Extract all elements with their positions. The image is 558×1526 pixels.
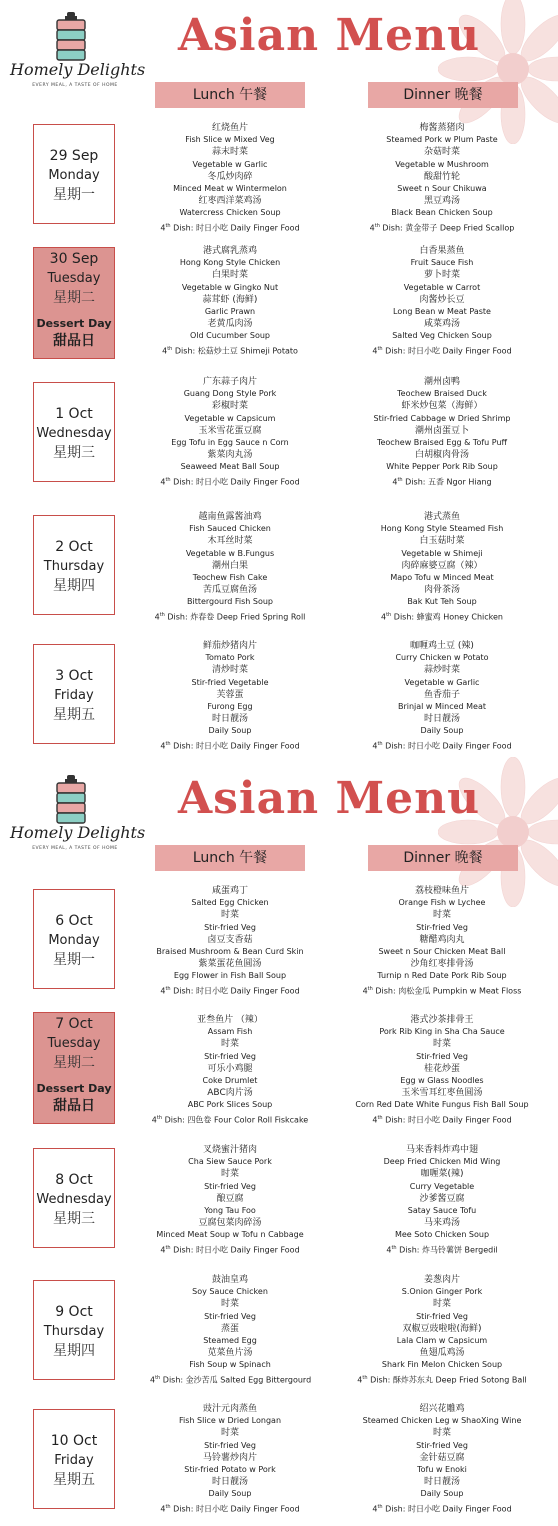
- day-date: 10 Oct: [50, 1433, 98, 1449]
- dish-cn: 时菜: [220, 1428, 239, 1439]
- dish-en: Long Bean w Meat Paste: [393, 307, 491, 317]
- dish-cn: 苋菜鱼片汤: [207, 1348, 253, 1359]
- fourth-dish: 4th Dish: 时日小吃 Daily Finger Food: [160, 1503, 300, 1514]
- fourth-dish: 4th Dish: 时日小吃 Daily Finger Food: [160, 476, 300, 487]
- dish-en: Bak Kut Teh Soup: [407, 597, 477, 607]
- fourth-dish: 4th Dish: 时日小吃 Daily Finger Food: [160, 1244, 300, 1255]
- dish-en: Stir-fried Vegetable: [191, 677, 269, 687]
- fourth-dish: 4th Dish: 炸春卷 Deep Fried Spring Roll: [154, 611, 306, 622]
- dish-cn: 时日靓汤: [211, 714, 248, 725]
- dish-cn: 蒸蛋: [220, 1323, 239, 1334]
- day-name-cn: 星期四: [53, 578, 95, 594]
- dish-en: Brinjal w Minced Meat: [397, 702, 487, 712]
- dish-cn: ABC肉片汤: [207, 1088, 253, 1099]
- day-date: 1 Oct: [55, 406, 93, 422]
- dish-cn: 亚叁鱼片 （辣）: [197, 1015, 263, 1025]
- dish-en: Corn Red Date White Fungus Fish Ball Soup: [355, 1100, 529, 1110]
- dish-cn: 红枣西洋菜鸡汤: [198, 196, 262, 207]
- dish-cn: 时菜: [220, 1299, 239, 1310]
- fourth-dish: 4th Dish: 时日小吃 Daily Finger Food: [372, 1114, 512, 1125]
- dish-cn: 港式沙茶排骨王: [410, 1015, 474, 1025]
- dish-cn: 酸甜竹轮: [423, 171, 460, 182]
- dish-en: Stir-fried Veg: [204, 1051, 256, 1061]
- dish-en: Vegetable w B.Fungus: [185, 548, 275, 558]
- dish-cn: 豉汁元肉蒸鱼: [202, 1404, 257, 1414]
- dish-cn: 老黄瓜肉汤: [207, 319, 253, 330]
- dish-cn: 蒜末时菜: [211, 147, 248, 158]
- dish-en: Furong Egg: [207, 702, 253, 712]
- dish-en: ABC Pork Slices Soup: [187, 1100, 273, 1110]
- dish-cn: 芙蓉蛋: [216, 689, 244, 700]
- dish-en: Mee Soto Chicken Soup: [394, 1230, 490, 1240]
- dish-en: Tomato Pork: [205, 653, 255, 663]
- dish-en: Soy Sauce Chicken: [192, 1287, 268, 1297]
- dish-en: Steamed Pork w Plum Paste: [386, 135, 498, 145]
- dish-cn: 越南鱼露酱油鸡: [198, 512, 262, 522]
- day-label-box: [33, 124, 115, 224]
- dish-cn: 双椒豆豉啦啦(海鲜): [402, 1323, 482, 1334]
- dish-cn: 白果时菜: [211, 270, 248, 281]
- dish-cn: 梅酱蒸猪肉: [419, 123, 465, 133]
- dish-cn: 肉骨茶汤: [423, 585, 460, 596]
- dish-cn: 白玉菇时菜: [419, 536, 465, 547]
- dish-cn: 港式蒸鱼: [423, 512, 460, 522]
- dish-en: Bittergourd Fish Soup: [186, 597, 273, 607]
- dish-en: Fish Soup w Spinach: [189, 1360, 271, 1370]
- brand-tagline: EVERY MEAL, A TASTE OF HOME: [32, 83, 118, 88]
- dinner-dishes: [352, 245, 532, 357]
- dish-cn: 清炒时菜: [211, 665, 248, 676]
- dish-cn: 玉米雪耳红枣鱼圆汤: [401, 1088, 483, 1099]
- dish-en: Daily Soup: [420, 1489, 464, 1499]
- dish-cn: 鱼翅瓜鸡汤: [419, 1348, 465, 1359]
- dish-cn: 马来香料炸鸡中翅: [405, 1145, 478, 1155]
- dish-en: Guang Dong Style Pork: [183, 389, 277, 399]
- dessert-day-label: Dessert Day: [36, 1082, 112, 1095]
- lunch-dishes: [150, 245, 310, 357]
- dish-cn: 苦瓜豆腐鱼汤: [202, 585, 257, 596]
- dish-cn: 咸菜鸡汤: [423, 319, 460, 330]
- dish-cn: 潮州卤蛋豆卜: [414, 425, 469, 436]
- dinner-dishes: [352, 640, 532, 752]
- lunch-dishes: [150, 640, 310, 752]
- fourth-dish: 4th Dish: 金沙苦瓜 Salted Egg Bittergourd: [150, 1374, 312, 1385]
- day-label-box: [33, 1280, 115, 1380]
- day-name: Thursday: [43, 559, 105, 574]
- day-name: Monday: [48, 933, 100, 948]
- dish-en: Salted Veg Chicken Soup: [392, 331, 492, 341]
- brand-logo: [10, 771, 146, 861]
- day-name: Wednesday: [36, 1192, 112, 1207]
- dish-cn: 可乐小鸡腿: [207, 1063, 253, 1074]
- dish-en: Stir-fried Potato w Pork: [184, 1465, 276, 1475]
- fourth-dish: 4th Dish: 时日小吃 Daily Finger Food: [372, 345, 512, 356]
- tiffin-jar-icon: [54, 775, 88, 825]
- brand-name: Homely Delights: [10, 823, 146, 842]
- dish-cn: 杂菇时菜: [423, 147, 460, 158]
- lunch-dishes: [150, 1274, 310, 1386]
- dish-en: Cha Siew Sauce Pork: [188, 1157, 272, 1167]
- day-date: 9 Oct: [55, 1304, 93, 1320]
- day-name-cn: 星期三: [53, 1211, 95, 1227]
- day-label-box: [33, 515, 115, 615]
- dish-cn: 萝卜时菜: [423, 270, 460, 281]
- menu-title: Asian Menu: [178, 10, 481, 61]
- dinner-dishes: [352, 1144, 532, 1256]
- dinner-dishes: [352, 376, 532, 488]
- dish-en: Mapo Tofu w Minced Meat: [390, 573, 494, 583]
- dish-cn: 桂花炒蛋: [423, 1063, 460, 1074]
- fourth-dish: 4th Dish: 时日小吃 Daily Finger Food: [372, 1503, 512, 1514]
- lunch-dishes: [150, 1014, 310, 1126]
- dish-en: Egg w Glass Noodles: [400, 1076, 484, 1086]
- dish-en: Black Bean Chicken Soup: [391, 208, 493, 218]
- lunch-dishes: [150, 885, 310, 997]
- week-2: [0, 763, 558, 1526]
- dish-cn: 时菜: [432, 1299, 451, 1310]
- dinner-dishes: [352, 885, 532, 997]
- dish-cn: 鱼香茄子: [423, 689, 460, 700]
- dish-en: Seaweed Meat Ball Soup: [180, 462, 280, 472]
- dish-en: Vegetable w Gingko Nut: [181, 282, 279, 292]
- dish-en: Curry Chicken w Potato: [395, 653, 489, 663]
- fourth-dish: 4th Dish: 酥炸苏东丸 Deep Fried Sotong Ball: [357, 1374, 527, 1385]
- dish-en: Stir-fried Veg: [204, 922, 256, 932]
- dish-en: Teochew Braised Duck: [397, 389, 487, 399]
- dessert-day-label-cn: 甜品日: [53, 333, 95, 349]
- dish-cn: 时菜: [220, 1169, 239, 1180]
- day-label-box: [33, 1148, 115, 1248]
- dish-cn: 鲜茄炒猪肉片: [202, 641, 257, 651]
- dish-en: Stir-fried Veg: [416, 1051, 468, 1061]
- dish-cn: 叉烧蜜汁猪肉: [202, 1145, 257, 1155]
- dish-en: Hong Kong Style Steamed Fish: [380, 524, 504, 534]
- fourth-dish: 4th Dish: 蜂蜜鸡 Honey Chicken: [381, 611, 503, 622]
- dish-en: Sweet n Sour Chicken Meat Ball: [378, 947, 506, 957]
- day-name: Monday: [48, 168, 100, 183]
- dish-cn: 潮州白果: [211, 560, 248, 571]
- dish-cn: 卤豆支香菇: [207, 934, 253, 945]
- dish-en: Minced Meat w Wintermelon: [173, 184, 287, 194]
- dish-en: White Pepper Pork Rib Soup: [386, 462, 498, 472]
- dish-en: Stir-fried Veg: [204, 1181, 256, 1191]
- day-name-cn: 星期二: [53, 1055, 95, 1071]
- brand-logo: [10, 8, 146, 98]
- dish-en: Vegetable w Capsicum: [184, 413, 276, 423]
- dish-cn: 肉酱炒长豆: [419, 294, 465, 305]
- dish-en: Old Cucumber Soup: [189, 331, 270, 341]
- day-label-box: [33, 644, 115, 744]
- dish-cn: 糖醋鸡肉丸: [419, 934, 465, 945]
- dish-en: Egg Tofu in Egg Sauce n Corn: [171, 438, 289, 448]
- dish-en: Daily Soup: [208, 726, 252, 736]
- dish-cn: 港式腐乳蒸鸡: [202, 246, 257, 256]
- dish-cn: 时日靓汤: [423, 714, 460, 725]
- day-date: 6 Oct: [55, 913, 93, 929]
- dish-en: Vegetable w Shimeji: [401, 548, 483, 558]
- dish-en: Stir-fried Cabbage w Dried Shrimp: [373, 413, 511, 423]
- brand-tagline: EVERY MEAL, A TASTE OF HOME: [32, 846, 118, 851]
- day-name-cn: 星期三: [53, 445, 95, 461]
- dish-en: Egg Flower in Fish Ball Soup: [173, 971, 287, 981]
- day-name: Tuesday: [47, 271, 101, 286]
- dish-en: Braised Mushroom & Bean Curd Skin: [156, 947, 304, 957]
- dish-en: Lala Clam w Capsicum: [396, 1336, 488, 1346]
- day-date: 7 Oct: [55, 1016, 93, 1032]
- day-label-box: [33, 1012, 115, 1124]
- dish-en: Fish Slice w Dried Longan: [178, 1416, 282, 1426]
- day-name-cn: 星期二: [53, 290, 95, 306]
- dish-cn: 沙角红枣排骨汤: [410, 959, 474, 970]
- dish-cn: 时菜: [432, 910, 451, 921]
- dinner-header: Dinner 晚餐: [368, 82, 518, 108]
- day-label-box: [33, 1409, 115, 1509]
- dinner-dishes: [352, 1403, 532, 1515]
- dish-cn: 沙爹酱豆腐: [419, 1193, 465, 1204]
- day-name-cn: 星期一: [53, 187, 95, 203]
- dish-en: Fish Slice w Mixed Veg: [185, 135, 275, 145]
- dish-en: Minced Meat Soup w Tofu n Cabbage: [156, 1230, 304, 1240]
- dish-en: Steamed Egg: [203, 1336, 257, 1346]
- dish-cn: 时菜: [432, 1039, 451, 1050]
- fourth-dish: 4th Dish: 炸马铃薯饼 Bergedil: [386, 1244, 498, 1255]
- dish-cn: 木耳丝时菜: [207, 536, 253, 547]
- dish-cn: 马铃薯炒肉片: [202, 1452, 257, 1463]
- day-name-cn: 星期一: [53, 952, 95, 968]
- brand-name: Homely Delights: [10, 60, 146, 79]
- dish-en: Steamed Chicken Leg w ShaoXing Wine: [362, 1416, 522, 1426]
- day-name-cn: 星期四: [53, 1343, 95, 1359]
- dish-cn: 彩椒时菜: [211, 401, 248, 412]
- day-label-box: [33, 382, 115, 482]
- fourth-dish: 4th Dish: 时日小吃 Daily Finger Food: [160, 740, 300, 751]
- dish-en: Stir-fried Veg: [416, 922, 468, 932]
- dish-en: Teochew Braised Egg & Tofu Puff: [376, 438, 508, 448]
- fourth-dish: 4th Dish: 时日小吃 Daily Finger Food: [372, 740, 512, 751]
- dish-cn: 黑豆鸡汤: [423, 196, 460, 207]
- lunch-dishes: [150, 511, 310, 623]
- fourth-dish: 4th Dish: 黄金带子 Deep Fried Scallop: [369, 222, 515, 233]
- lunch-dishes: [150, 1144, 310, 1256]
- dish-cn: 时菜: [220, 910, 239, 921]
- day-date: 30 Sep: [49, 251, 99, 267]
- dish-cn: 时菜: [220, 1039, 239, 1050]
- dish-cn: 时日靓汤: [423, 1477, 460, 1488]
- day-date: 3 Oct: [55, 668, 93, 684]
- dish-cn: 咸蛋鸡丁: [211, 886, 248, 896]
- dish-en: S.Onion Ginger Pork: [401, 1287, 483, 1297]
- dish-en: Stir-fried Veg: [416, 1440, 468, 1450]
- day-label-box: [33, 889, 115, 989]
- dish-cn: 白胡椒肉骨汤: [414, 450, 469, 461]
- dish-cn: 绍兴花雕鸡: [419, 1404, 465, 1414]
- dish-cn: 酿豆腐: [216, 1193, 244, 1204]
- fourth-dish: 4th Dish: 时日小吃 Daily Finger Food: [160, 985, 300, 996]
- day-name-cn: 星期五: [53, 1472, 95, 1488]
- dish-en: Assam Fish: [207, 1027, 253, 1037]
- dish-en: Curry Vegetable: [409, 1181, 475, 1191]
- dish-en: Pork Rib King in Sha Cha Sauce: [379, 1027, 505, 1037]
- dish-en: Vegetable w Garlic: [192, 159, 268, 169]
- dish-cn: 红烧鱼片: [211, 123, 248, 133]
- dinner-dishes: [352, 511, 532, 623]
- day-label-box: [33, 247, 115, 359]
- dish-en: Tofu w Enoki: [417, 1465, 467, 1475]
- dish-cn: 荔枝橙味鱼片: [414, 886, 469, 896]
- day-name: Thursday: [43, 1324, 105, 1339]
- fourth-dish: 4th Dish: 四色卷 Four Color Roll Fiskcake: [151, 1114, 309, 1125]
- fourth-dish: 4th Dish: 肉松金瓜 Pumpkin w Meat Floss: [362, 985, 522, 996]
- dinner-dishes: [352, 1274, 532, 1386]
- dish-en: Daily Soup: [420, 726, 464, 736]
- dish-cn: 白香果蒸鱼: [419, 246, 465, 256]
- dish-en: Orange Fish w Lychee: [398, 898, 486, 908]
- dish-cn: 紫菜蛋花鱼圆汤: [198, 959, 262, 970]
- lunch-dishes: [150, 376, 310, 488]
- dish-cn: 鼓油皇鸡: [211, 1275, 248, 1285]
- dish-en: Watercress Chicken Soup: [179, 208, 281, 218]
- dish-cn: 潮州卤鸭: [423, 377, 460, 387]
- dinner-dishes: [352, 1014, 532, 1126]
- dish-cn: 蒜茸虾 (海鲜): [202, 294, 258, 305]
- day-date: 8 Oct: [55, 1172, 93, 1188]
- dish-en: Vegetable w Carrot: [403, 282, 481, 292]
- dessert-day-label: Dessert Day: [36, 317, 112, 330]
- day-name: Wednesday: [36, 426, 112, 441]
- dish-cn: 玉米雪花蛋豆腐: [198, 425, 262, 436]
- dish-en: Sweet n Sour Chikuwa: [397, 184, 487, 194]
- dish-cn: 姜葱肉片: [423, 1275, 460, 1285]
- dish-en: Daily Soup: [208, 1489, 252, 1499]
- day-name: Tuesday: [47, 1036, 101, 1051]
- dish-en: Vegetable w Mushroom: [395, 159, 489, 169]
- dish-en: Hong Kong Style Chicken: [179, 258, 281, 268]
- dish-en: Fruit Sauce Fish: [410, 258, 474, 268]
- dish-cn: 时日靓汤: [211, 1477, 248, 1488]
- dish-cn: 肉碎麻婆豆腐（辣）: [401, 560, 483, 571]
- dish-cn: 紫菜肉丸汤: [207, 450, 253, 461]
- day-name: Friday: [54, 1453, 94, 1468]
- dish-cn: 时菜: [432, 1428, 451, 1439]
- dish-cn: 冬瓜炒肉碎: [207, 171, 253, 182]
- dish-en: Stir-fried Veg: [416, 1311, 468, 1321]
- dessert-day-label-cn: 甜品日: [53, 1098, 95, 1114]
- dish-cn: 马来鸡汤: [423, 1218, 460, 1229]
- dish-en: Deep Fried Chicken Mid Wing: [383, 1157, 501, 1167]
- dish-cn: 广东蒜子肉片: [202, 377, 257, 387]
- dish-en: Salted Egg Chicken: [191, 898, 269, 908]
- dish-cn: 蒜炒时菜: [423, 665, 460, 676]
- fourth-dish: 4th Dish: 松菇炒土豆 Shimeji Potato: [162, 345, 298, 356]
- dish-en: Garlic Prawn: [204, 307, 256, 317]
- dish-en: Shark Fin Melon Chicken Soup: [381, 1360, 503, 1370]
- day-name: Friday: [54, 688, 94, 703]
- dish-en: Vegetable w Garlic: [404, 677, 480, 687]
- dish-en: Stir-fried Veg: [204, 1440, 256, 1450]
- dish-cn: 虾米炒包菜（海鲜）: [401, 401, 483, 412]
- dish-cn: 豆腐包菜肉碎汤: [198, 1218, 262, 1229]
- lunch-header: Lunch 午餐: [155, 82, 305, 108]
- day-date: 2 Oct: [55, 539, 93, 555]
- dish-en: Fish Sauced Chicken: [189, 524, 271, 534]
- fourth-dish: 4th Dish: 五香 Ngor Hiang: [392, 476, 492, 487]
- dish-en: Satay Sauce Tofu: [407, 1206, 477, 1216]
- menu-title: Asian Menu: [178, 773, 481, 824]
- dinner-dishes: [352, 122, 532, 234]
- fourth-dish: 4th Dish: 时日小吃 Daily Finger Food: [160, 222, 300, 233]
- dish-en: Turnip n Red Date Pork Rib Soup: [377, 971, 507, 981]
- dish-en: Stir-fried Veg: [204, 1311, 256, 1321]
- tiffin-jar-icon: [54, 12, 88, 62]
- dish-cn: 咖喱鸡土豆 (辣): [410, 641, 474, 651]
- dish-cn: 咖喱菜(辣): [420, 1169, 464, 1180]
- dish-en: Yong Tau Foo: [204, 1206, 256, 1216]
- day-date: 29 Sep: [49, 148, 99, 164]
- dinner-header: Dinner 晚餐: [368, 845, 518, 871]
- lunch-dishes: [150, 122, 310, 234]
- day-name-cn: 星期五: [53, 707, 95, 723]
- dish-en: Teochew Fish Cake: [192, 573, 268, 583]
- lunch-dishes: [150, 1403, 310, 1515]
- lunch-header: Lunch 午餐: [155, 845, 305, 871]
- dish-en: Coke Drumlet: [202, 1076, 258, 1086]
- dish-cn: 金针菇豆腐: [419, 1452, 465, 1463]
